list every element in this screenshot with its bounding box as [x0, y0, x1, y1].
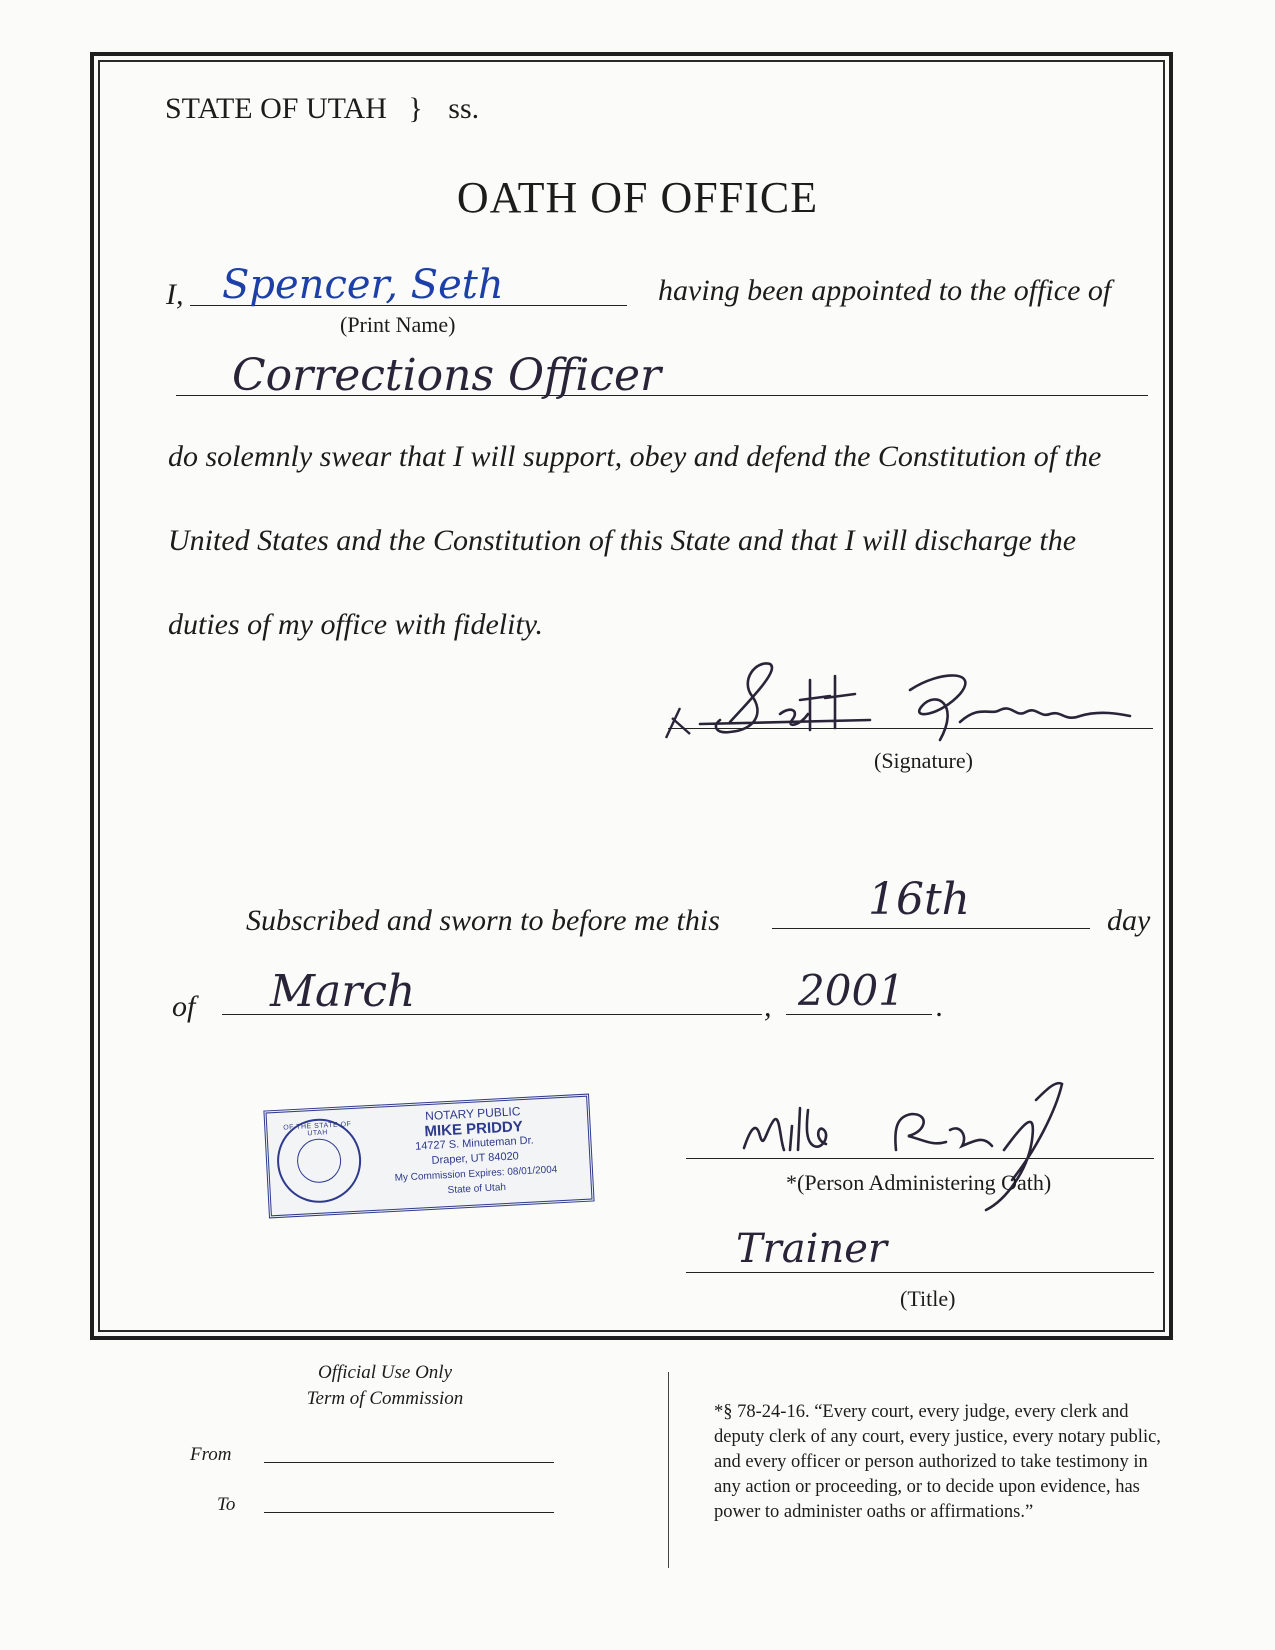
month-handwritten: March [270, 966, 416, 1017]
notary-line-4: Draper, UT 84020 [431, 1150, 520, 1167]
sworn-lead: Subscribed and sworn to before me this [246, 904, 720, 937]
notary-seal-icon [275, 1117, 363, 1205]
notary-stamp [263, 1094, 594, 1219]
official-use-heading: Official Use Only [317, 1362, 453, 1383]
state-heading: STATE OF UTAH } ss. [165, 92, 480, 125]
signature-handwritten [660, 660, 1140, 750]
title-handwritten: Trainer [736, 1226, 887, 1272]
term-of-commission-heading: Term of Commission [306, 1388, 464, 1409]
to-line [264, 1512, 554, 1513]
notary-line-5: My Commission Expires: 08/01/2004 [394, 1164, 558, 1184]
footnote-line-2: deputy clerk of any court, every justice, every notary public, [714, 1427, 1161, 1447]
footer-divider [668, 1372, 669, 1568]
day-handwritten: 16th [868, 874, 971, 925]
notary-line-2: MIKE PRIDDY [424, 1118, 524, 1141]
administrator-caption: *(Person Administering Oath) [786, 1170, 1052, 1195]
notary-seal-text: OF THE STATE OF UTAH [283, 1121, 352, 1138]
notary-line-1: NOTARY PUBLIC [424, 1104, 521, 1124]
oath-paragraph-line-3: duties of my office with fidelity. [168, 608, 543, 641]
office-handwritten: Corrections Officer [232, 350, 662, 401]
signature-caption: (Signature) [874, 748, 973, 773]
day-line [772, 928, 1090, 929]
notary-line-3: 14727 S. Minuteman Dr. [414, 1134, 534, 1153]
of-word: of [172, 990, 196, 1023]
footnote-line-5: power to administer oaths or affirmations.” [714, 1502, 1034, 1522]
oath-paragraph-line-1: do solemnly swear that I will support, obey and defend the Constitution of the [168, 440, 1102, 473]
to-label: To [217, 1494, 236, 1515]
footnote-line-1: *§ 78-24-16. “Every court, every judge, every clerk and [714, 1402, 1129, 1422]
date-period: . [936, 990, 944, 1023]
page-title: OATH OF OFFICE [456, 173, 819, 222]
appointed-text: having been appointed to the office of [658, 274, 1112, 307]
date-comma: , [764, 990, 772, 1023]
statute-footnote [714, 1400, 1161, 1525]
from-line [264, 1462, 554, 1463]
title-line [686, 1272, 1154, 1273]
oath-prefix: I, [166, 278, 184, 311]
title-caption: (Title) [900, 1286, 956, 1311]
year-handwritten: 2001 [798, 966, 905, 1015]
oath-paragraph-line-2: United States and the Constitution of this State and that I will discharge the [168, 524, 1077, 557]
from-label: From [190, 1444, 232, 1465]
footnote-line-4: any action or proceeding, or to decide upon evidence, has [714, 1477, 1140, 1497]
footnote-line-3: and every officer or person authorized to take testimony in [714, 1452, 1148, 1472]
name-caption: (Print Name) [340, 312, 456, 337]
administrator-signature-handwritten [736, 1080, 1116, 1220]
day-word: day [1107, 904, 1151, 937]
name-handwritten: Spencer, Seth [222, 262, 504, 308]
notary-line-6: State of Utah [447, 1182, 507, 1197]
